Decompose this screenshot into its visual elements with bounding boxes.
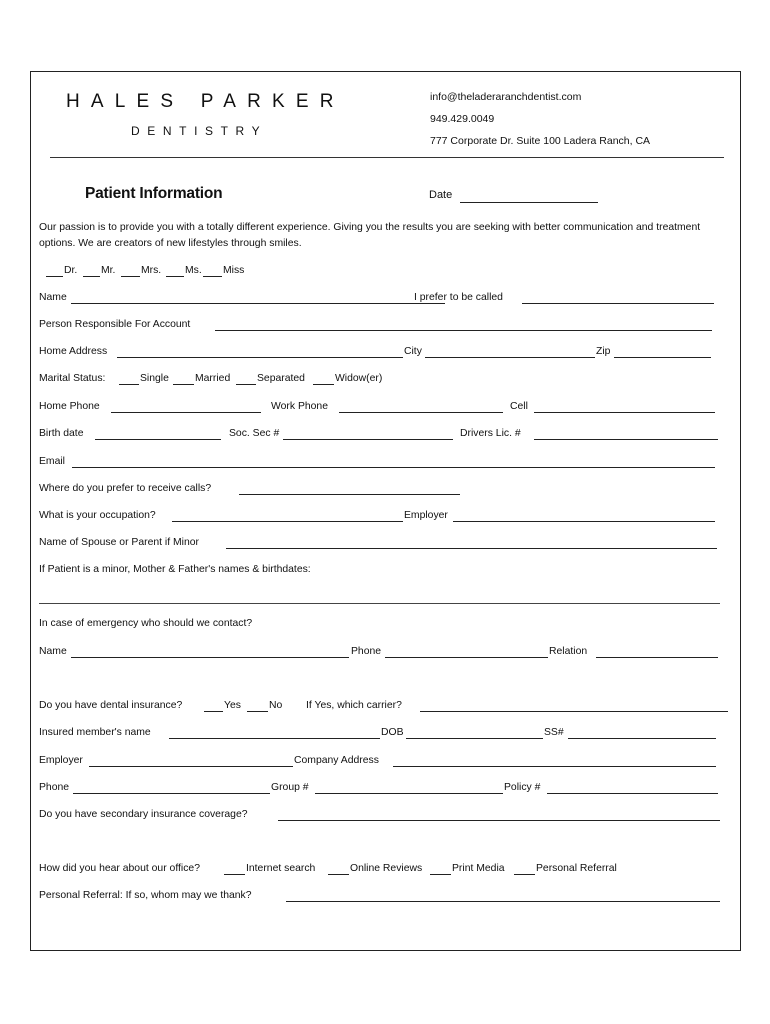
- home-address-label: Home Address: [39, 346, 108, 357]
- email-label: Email: [39, 456, 65, 467]
- insurance-row: [39, 700, 739, 714]
- title-blank-mr[interactable]: [83, 276, 100, 277]
- occupation-label: What is your occupation?: [39, 510, 156, 521]
- drivers-label: Drivers Lic. #: [460, 428, 521, 439]
- secondary-row: [39, 809, 729, 823]
- marital-widow: Widow(er): [335, 373, 383, 384]
- name-field[interactable]: [71, 303, 445, 304]
- minor-parents-field[interactable]: [39, 603, 720, 604]
- employer-field[interactable]: [453, 521, 715, 522]
- ss-field[interactable]: [568, 738, 716, 739]
- home-address-field[interactable]: [117, 357, 403, 358]
- insured-row: [39, 727, 729, 741]
- emergency-label: In case of emergency who should we contact?: [39, 618, 253, 629]
- cell-field[interactable]: [534, 412, 715, 413]
- calls-label: Where do you prefer to receive calls?: [39, 483, 212, 494]
- hear-blank-reviews[interactable]: [328, 874, 349, 875]
- ins-employer-field[interactable]: [89, 766, 293, 767]
- email-row: [39, 456, 729, 470]
- work-phone-field[interactable]: [339, 412, 503, 413]
- marital-blank-widow[interactable]: [313, 384, 334, 385]
- insurance-yes: Yes: [224, 700, 241, 711]
- name-label: Name: [39, 292, 67, 303]
- date-field[interactable]: [460, 202, 598, 203]
- header-divider: [50, 157, 724, 158]
- hear-print: Print Media: [452, 863, 505, 874]
- em-name-field[interactable]: [71, 657, 349, 658]
- ins-phone-field[interactable]: [73, 793, 270, 794]
- spouse-row: [39, 537, 729, 551]
- marital-blank-single[interactable]: [119, 384, 139, 385]
- hear-blank-internet[interactable]: [224, 874, 245, 875]
- address-row: [39, 346, 729, 360]
- title-mrs: Mrs.: [141, 265, 162, 276]
- em-phone-label: Phone: [351, 646, 382, 657]
- city-label: City: [404, 346, 422, 357]
- referral-field[interactable]: [286, 901, 720, 902]
- cell-label: Cell: [510, 401, 528, 412]
- prefer-field[interactable]: [522, 303, 714, 304]
- policy-label: Policy #: [504, 782, 541, 793]
- responsible-field[interactable]: [215, 330, 712, 331]
- date-label: Date: [429, 189, 453, 201]
- ins-phone-label: Phone: [39, 782, 70, 793]
- insurance-yes-blank[interactable]: [204, 711, 223, 712]
- brand-subtitle: DENTISTRY: [131, 124, 268, 138]
- insurance-no: No: [269, 700, 283, 711]
- employer-label: Employer: [404, 510, 448, 521]
- em-relation-field[interactable]: [596, 657, 718, 658]
- home-phone-label: Home Phone: [39, 401, 100, 412]
- calls-field[interactable]: [239, 494, 460, 495]
- title-ms: Ms.: [185, 265, 202, 276]
- hear-row: [39, 863, 729, 877]
- marital-row: [39, 373, 729, 387]
- emergency-contact-row: [39, 646, 729, 660]
- prefer-label: I prefer to be called: [414, 292, 503, 303]
- intro-paragraph: Our passion is to provide you with a totally different experience. Giving you the results you are seeking with better communication and treatment options. We are creators of new lifestyles through smiles.: [39, 222, 701, 249]
- title-mr: Mr.: [101, 265, 116, 276]
- insurance-question: Do you have dental insurance?: [39, 700, 183, 711]
- email-field[interactable]: [72, 467, 715, 468]
- birth-field[interactable]: [95, 439, 221, 440]
- responsible-row: [39, 319, 729, 333]
- home-phone-field[interactable]: [111, 412, 261, 413]
- occupation-row: [39, 510, 729, 524]
- ins-employer-row: [39, 755, 729, 769]
- dob-field[interactable]: [406, 738, 543, 739]
- page-title: Patient Information: [85, 185, 223, 202]
- zip-field[interactable]: [614, 357, 711, 358]
- occupation-field[interactable]: [172, 521, 403, 522]
- ss-label: SS#: [544, 727, 564, 738]
- title-options: [39, 265, 299, 279]
- responsible-label: Person Responsible For Account: [39, 319, 191, 330]
- identity-row: [39, 428, 729, 442]
- title-blank-ms[interactable]: [166, 276, 184, 277]
- insured-label: Insured member's name: [39, 727, 151, 738]
- policy-field[interactable]: [547, 793, 718, 794]
- contact-phone: 949.429.0049: [430, 113, 495, 125]
- em-name-label: Name: [39, 646, 67, 657]
- marital-label: Marital Status:: [39, 373, 106, 384]
- title-miss: Miss: [223, 265, 245, 276]
- hear-reviews: Online Reviews: [350, 863, 423, 874]
- title-blank-dr[interactable]: [46, 276, 63, 277]
- hear-label: How did you hear about our office?: [39, 863, 200, 874]
- zip-label: Zip: [596, 346, 611, 357]
- referral-row: [39, 890, 729, 904]
- marital-blank-married[interactable]: [173, 384, 194, 385]
- ssn-label: Soc. Sec #: [229, 428, 280, 439]
- dob-label: DOB: [381, 727, 404, 738]
- insured-field[interactable]: [169, 738, 380, 739]
- marital-separated: Separated: [257, 373, 305, 384]
- contact-address: 777 Corporate Dr. Suite 100 Ladera Ranch, CA: [430, 135, 651, 147]
- minor-row: [39, 564, 729, 578]
- marital-married: Married: [195, 373, 231, 384]
- spouse-label: Name of Spouse or Parent if Minor: [39, 537, 199, 548]
- phones-row: [39, 401, 729, 415]
- em-relation-label: Relation: [549, 646, 588, 657]
- company-address-label: Company Address: [294, 755, 379, 766]
- carrier-label: If Yes, which carrier?: [306, 700, 402, 711]
- group-label: Group #: [271, 782, 309, 793]
- spouse-field[interactable]: [226, 548, 717, 549]
- ins-employer-label: Employer: [39, 755, 83, 766]
- insurance-no-blank[interactable]: [247, 711, 268, 712]
- title-blank-miss[interactable]: [203, 276, 222, 277]
- hear-referral: Personal Referral: [536, 863, 617, 874]
- name-row: [39, 292, 729, 306]
- city-field[interactable]: [425, 357, 595, 358]
- work-phone-label: Work Phone: [271, 401, 328, 412]
- birth-label: Birth date: [39, 428, 84, 439]
- referral-label: Personal Referral: If so, whom may we thank?: [39, 890, 252, 901]
- calls-row: [39, 483, 729, 497]
- minor-label: If Patient is a minor, Mother & Father's names & birthdates:: [39, 564, 311, 575]
- em-phone-field[interactable]: [385, 657, 548, 658]
- company-address-field[interactable]: [393, 766, 716, 767]
- ssn-field[interactable]: [283, 439, 453, 440]
- emergency-row: [39, 618, 729, 632]
- carrier-field[interactable]: [420, 711, 728, 712]
- contact-email: info@theladeraranchdentist.com: [430, 91, 582, 103]
- title-blank-mrs[interactable]: [121, 276, 140, 277]
- hear-blank-print[interactable]: [430, 874, 451, 875]
- title-dr: Dr.: [64, 265, 78, 276]
- ins-phone-row: [39, 782, 729, 796]
- marital-blank-separated[interactable]: [236, 384, 256, 385]
- hear-internet: Internet search: [246, 863, 316, 874]
- secondary-field[interactable]: [278, 820, 720, 821]
- secondary-label: Do you have secondary insurance coverage?: [39, 809, 248, 820]
- brand-logo: HALES PARKER: [66, 91, 345, 112]
- marital-single: Single: [140, 373, 169, 384]
- group-field[interactable]: [315, 793, 503, 794]
- hear-blank-referral[interactable]: [514, 874, 535, 875]
- drivers-field[interactable]: [534, 439, 718, 440]
